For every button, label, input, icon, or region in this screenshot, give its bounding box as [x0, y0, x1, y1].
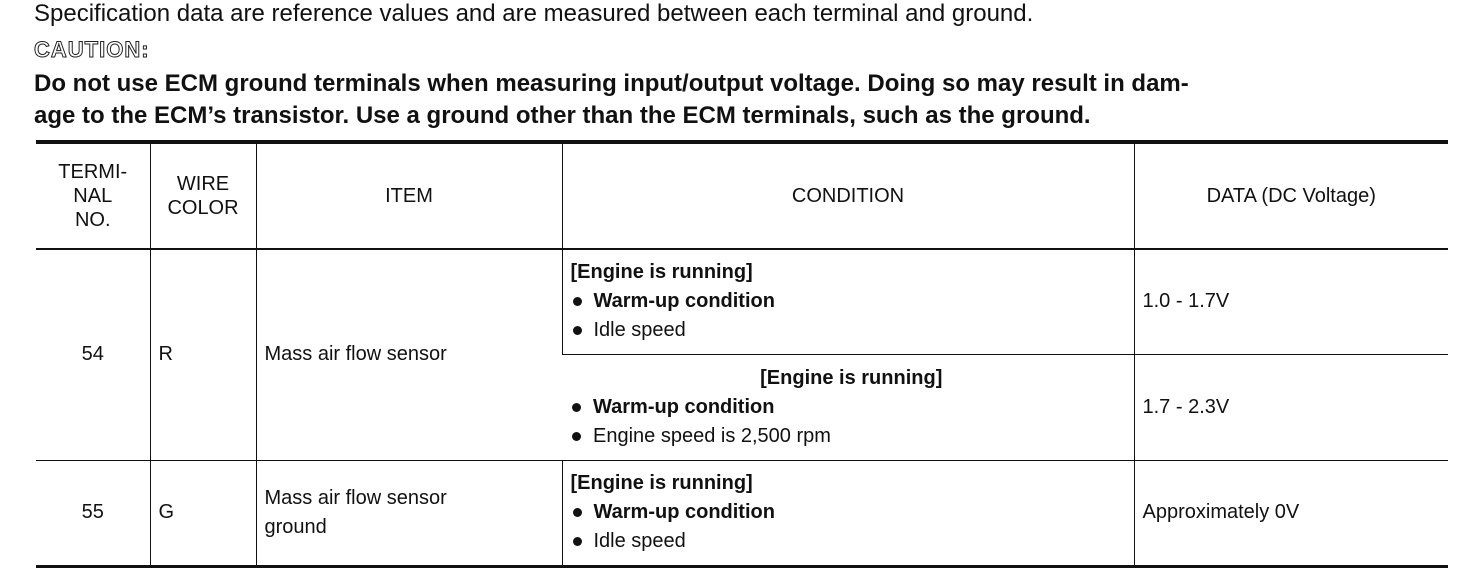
condition-heading: [Engine is running]: [760, 366, 943, 389]
caution-line-2: age to the ECM’s transistor. Use a ground other than the ECM terminals, such as the ground.: [34, 102, 1091, 129]
bullet-icon: [573, 537, 582, 546]
condition-cell: [562, 460, 1134, 566]
bullet-icon: [573, 297, 582, 306]
condition-bullet: Idle speed: [571, 527, 1133, 556]
wire-color: R: [150, 249, 256, 460]
caution-body: [34, 68, 1446, 132]
wire-color: G: [150, 460, 256, 566]
bullet-icon: [572, 432, 581, 441]
header-terminal-no: TERMI- NAL NO.: [36, 142, 150, 249]
condition-bullet: Idle speed: [571, 316, 1133, 345]
condition-heading: [Engine is running]: [570, 261, 753, 284]
condition-bullet: Engine speed is 2,500 rpm: [570, 422, 1133, 451]
terminal-number: 55: [36, 460, 150, 566]
condition-bullet: Warm-up condition: [571, 498, 1133, 527]
header-data: DATA (DC Voltage): [1134, 142, 1448, 249]
voltage-data: Approximately 0V: [1134, 460, 1448, 566]
caution-line-1: Do not use ECM ground terminals when measuring input/output voltage. Doing so may result in dam-: [34, 70, 1189, 97]
bullet-icon: [573, 326, 582, 335]
voltage-data: 1.7 - 2.3V: [1134, 354, 1448, 460]
voltage-data: 1.0 - 1.7V: [1134, 249, 1448, 354]
bullet-icon: [572, 403, 581, 412]
header-wire-color: WIRE COLOR: [150, 142, 256, 249]
item-name: Mass air flow sensor: [256, 249, 562, 460]
header-condition: CONDITION: [562, 142, 1134, 249]
condition-cell: [562, 249, 1134, 354]
table-header-row: [36, 142, 1448, 249]
terminal-spec-table: [36, 140, 1448, 568]
caution-heading: CAUTION:: [34, 37, 150, 62]
header-item: ITEM: [256, 142, 562, 249]
intro-text: Specification data are reference values and are measured between each terminal and ground.: [34, 0, 1034, 27]
condition-bullet: Warm-up condition: [570, 393, 1133, 422]
condition-heading: [Engine is running]: [570, 472, 753, 494]
bullet-icon: [573, 508, 582, 517]
terminal-number: 54: [36, 249, 150, 460]
table-row: [36, 460, 1448, 566]
item-name: Mass air flow sensor ground: [256, 460, 562, 566]
condition-cell: [562, 354, 1134, 460]
table-row: [36, 249, 1448, 354]
condition-bullet: Warm-up condition: [571, 287, 1133, 316]
